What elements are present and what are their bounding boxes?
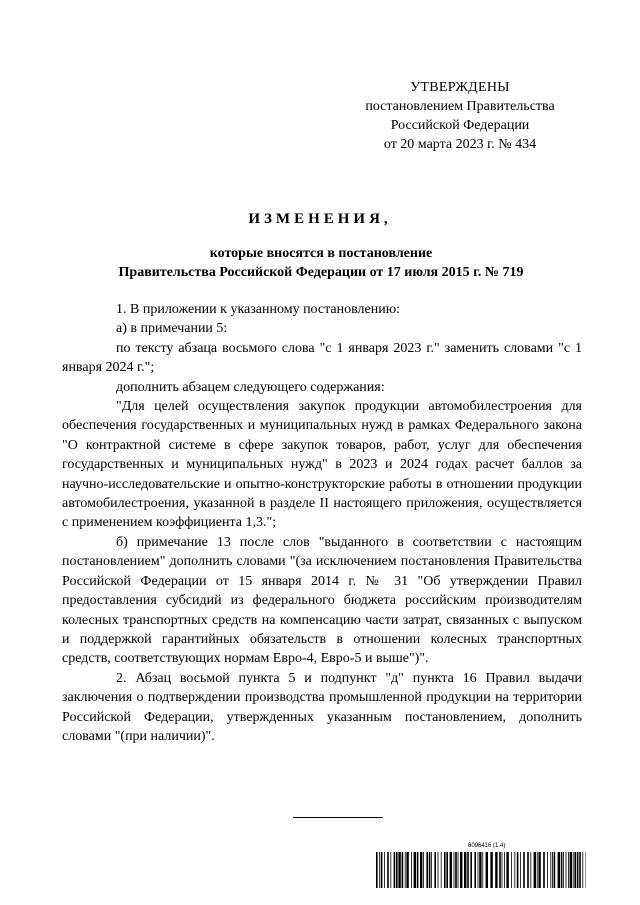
barcode-bar bbox=[568, 852, 569, 888]
barcode-bar bbox=[455, 852, 457, 888]
barcode-bar bbox=[574, 852, 576, 888]
barcode-bar bbox=[423, 852, 424, 888]
barcode-bar bbox=[454, 852, 455, 888]
document-body bbox=[62, 300, 582, 746]
barcode-bar bbox=[390, 852, 391, 888]
barcode-bar bbox=[414, 852, 416, 888]
barcode-bar bbox=[405, 852, 406, 888]
barcode-bar bbox=[384, 852, 385, 888]
barcode-bar bbox=[520, 852, 521, 888]
barcode-bar bbox=[490, 852, 492, 888]
barcode-bar bbox=[426, 852, 428, 888]
barcode-bar bbox=[577, 852, 579, 888]
approval-heading: УТВЕРЖДЕНЫ bbox=[410, 80, 510, 95]
barcode-bar bbox=[417, 852, 419, 888]
approval-line-1: постановлением Правительства bbox=[365, 99, 555, 114]
barcode-bar bbox=[582, 852, 583, 888]
barcode-bar bbox=[420, 852, 422, 888]
barcode-bar bbox=[552, 852, 553, 888]
barcode-bar bbox=[402, 852, 404, 888]
barcode-bar bbox=[376, 852, 378, 888]
paragraph-5: "Для целей осуществления закупок продукции автомобилестроения для обеспечения государственных и муниципальных нужд в рамках Федерального закона "О контрактной системе в сфере закупок товаров, работ, услуг для обеспечения государственных и муниципальных нужд" в 2023 и 2024 годах расчет баллов за научно-исследовательские и опытно-конструкторские работы в отношении продукции автомобилестроения, указанной в разделе II настоящего приложения, осуществляется с применением коэффициента 1,3."; bbox=[62, 399, 582, 531]
approval-line-3: от 20 марта 2023 г. № 434 bbox=[383, 137, 537, 152]
barcode-bar bbox=[441, 852, 442, 888]
approval-line-2: Российской Федерации bbox=[390, 118, 530, 133]
barcode-bar bbox=[482, 852, 483, 888]
barcode-bar bbox=[502, 852, 503, 888]
document-title: ИЗМЕНЕНИЯ, bbox=[248, 211, 392, 227]
barcode-bar bbox=[444, 852, 446, 888]
barcode-bar bbox=[566, 852, 567, 888]
barcode-bar bbox=[431, 852, 432, 888]
barcode-bar bbox=[558, 852, 560, 888]
barcode-bar bbox=[394, 852, 396, 888]
separator-line bbox=[293, 817, 383, 818]
barcode-bar bbox=[550, 852, 551, 888]
barcode-bar bbox=[495, 852, 497, 888]
barcode-bar bbox=[506, 852, 508, 888]
barcode-bar bbox=[579, 852, 581, 888]
paragraph-2: а) в примечании 5: bbox=[116, 321, 228, 337]
barcode-bar bbox=[486, 852, 488, 888]
paragraph-4: дополнить абзацем следующего содержания: bbox=[116, 379, 385, 395]
barcode-bar bbox=[547, 852, 548, 888]
barcode-bar bbox=[527, 852, 529, 888]
barcode-bar bbox=[530, 852, 531, 888]
barcode-bar bbox=[504, 852, 505, 888]
barcode-bar bbox=[464, 852, 466, 888]
subtitle-line-1: которые вносятся в постановление bbox=[209, 246, 433, 261]
barcode-bar bbox=[458, 852, 459, 888]
barcode-bar bbox=[543, 852, 545, 888]
barcode-bar bbox=[438, 852, 439, 888]
paragraph-3: по тексту абзаца восьмого слова "с 1 января 2023 г." заменить словами "с 1 января 2024 г."; bbox=[62, 340, 582, 376]
approval-block bbox=[340, 78, 580, 154]
barcode-bar bbox=[379, 852, 380, 888]
subtitle-line-2: Правительства Российской Федерации от 17 июля 2015 г. № 719 bbox=[118, 265, 524, 280]
barcode-bar bbox=[434, 852, 436, 888]
barcode-bar bbox=[517, 852, 519, 888]
document-subtitle bbox=[60, 244, 582, 282]
barcode-bar bbox=[563, 852, 564, 888]
barcode-bar bbox=[474, 852, 476, 888]
barcode-bar bbox=[478, 852, 479, 888]
barcode-bar bbox=[411, 852, 412, 888]
barcode-number: 6096416 (1.4) bbox=[468, 843, 506, 849]
barcode-bar bbox=[499, 852, 501, 888]
barcode-bar bbox=[511, 852, 512, 888]
barcode-bar bbox=[523, 852, 525, 888]
barcode-bar bbox=[470, 852, 472, 888]
barcode-icon bbox=[376, 852, 586, 888]
barcode-bar bbox=[534, 852, 536, 888]
barcode-bar bbox=[381, 852, 383, 888]
paragraph-7: 2. Абзац восьмой пункта 5 и подпункт "д" пункта 16 Правил выдачи заключения о подтверждении производства промышленной продукции на территории Российской Федерации, утвержденных указанным постановлением, дополнить словами "(при наличии)". bbox=[62, 670, 582, 744]
barcode-bar bbox=[479, 852, 481, 888]
barcode-bar bbox=[396, 852, 398, 888]
barcode-bar bbox=[446, 852, 448, 888]
barcode-bar bbox=[538, 852, 540, 888]
barcode-bar bbox=[554, 852, 556, 888]
paragraph-1: 1. В приложении к указанному постановлению: bbox=[116, 302, 401, 317]
barcode-bar bbox=[460, 852, 462, 888]
barcode-bar bbox=[561, 852, 563, 888]
barcode-bar bbox=[570, 852, 572, 888]
barcode-bar bbox=[398, 852, 400, 888]
barcode-bar bbox=[467, 852, 469, 888]
barcode-bar bbox=[450, 852, 452, 888]
barcode-bar bbox=[429, 852, 431, 888]
barcode-bar bbox=[406, 852, 408, 888]
paragraph-6: б) примечание 13 после слов "выданного в соответствии с настоящим постановлением" дополнить словами "(за исключением постановления Правительства Российской Федерации от 15 января 2014 г. № 31 "Об утверждении Правил предоставления субсидий из федерального бюджета российским производителям колесных транспортных средств на компенсацию части затрат, связанных с выпуском и поддержкой гарантийных обязательств в отношении колесных транспортных средств, соответствующих нормам Евро-4, Евро-5 и выше")". bbox=[62, 534, 582, 667]
barcode-bar bbox=[537, 852, 538, 888]
barcode-bar bbox=[387, 852, 389, 888]
barcode-bar bbox=[514, 852, 515, 888]
barcode-bar bbox=[573, 852, 574, 888]
